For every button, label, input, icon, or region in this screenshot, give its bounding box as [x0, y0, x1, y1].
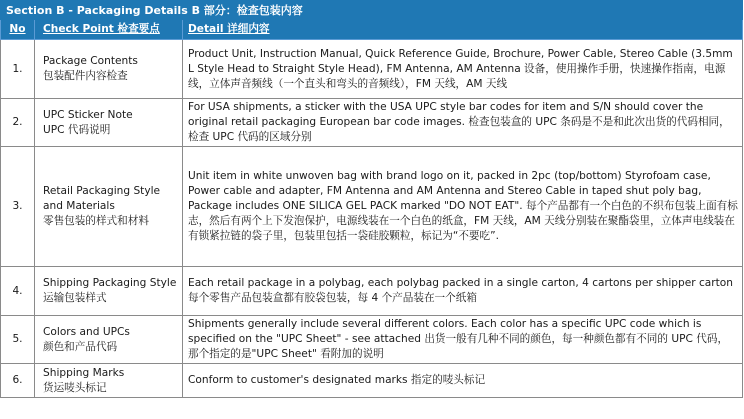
row-number: 4. — [1, 267, 35, 316]
header-check-point-label: Check Point 检查要点 — [43, 23, 160, 35]
header-no — [1, 20, 35, 40]
header-detail — [183, 20, 743, 40]
row-detail: For USA shipments, a sticker with the USA UPC style bar codes for item and S/N should cover the original retail packaging European bar code images. 检查包装盒的 UPC 条码是不是和此次出货的代码相同，检查 UPC 代码的区域分别 — [183, 99, 743, 147]
section-title: Section B - Packaging Details B 部分：检查包装内容 — [1, 1, 743, 20]
row-check-point: Shipping Marks 货运唛头标记 — [35, 364, 183, 398]
table-header-row — [1, 20, 743, 40]
row-check-point: Colors and UPCs 颜色和产品代码 — [35, 316, 183, 364]
header-check-point — [35, 20, 183, 40]
row-detail: Each retail package in a polybag, each polybag packed in a single carton, 4 cartons per shipper carton 每个零售产品包装盒都有胶袋包装，每 4 个产品装在一个纸箱 — [183, 267, 743, 316]
table-row — [1, 267, 743, 316]
table-row — [1, 40, 743, 99]
row-number: 2. — [1, 99, 35, 147]
header-detail-label: Detail 详细内容 — [188, 23, 270, 35]
row-detail: Unit item in white unwoven bag with brand logo on it, packed in 2pc (top/bottom) Styrofoam case, Power cable and adapter, FM Antenna and AM Antenna and Stereo Cable in taped shut poly bag, Package includes ONE SILICA GEL PACK marked "DO NOT EAT". 每个产品都有一个白色的不织布包装上面有标志，然后有两个上下发泡保护，电源线装在一个白色的纸盒，FM 天线，AM 天线分别装在聚酯袋里，立体声电线装在有锁紧拉链的袋子里，包装里包括一袋硅胶颗粒，标记为“不要吃”. — [183, 147, 743, 267]
row-check-point: UPC Sticker Note UPC 代码说明 — [35, 99, 183, 147]
row-number: 3. — [1, 147, 35, 267]
row-check-point: Shipping Packaging Style 运输包装样式 — [35, 267, 183, 316]
table-row — [1, 364, 743, 398]
row-number: 6. — [1, 364, 35, 398]
row-number: 1. — [1, 40, 35, 99]
row-detail: Product Unit, Instruction Manual, Quick Reference Guide, Brochure, Power Cable, Stereo Cable (3.5mm L Style Head to Straight Style Head), FM Antenna, AM Antenna 设备，使用操作手册，快速操作指南，电源线，立体声音频线（一个直头和弯头的音频线），FM 天线，AM 天线 — [183, 40, 743, 99]
table-row — [1, 316, 743, 364]
header-no-label: No — [9, 23, 26, 35]
table-row — [1, 147, 743, 267]
row-number: 5. — [1, 316, 35, 364]
section-title-row — [1, 1, 743, 20]
row-check-point: Retail Packaging Style and Materials 零售包装的样式和材料 — [35, 147, 183, 267]
table-row — [1, 99, 743, 147]
row-detail: Conform to customer's designated marks 指定的唛头标记 — [183, 364, 743, 398]
row-check-point: Package Contents 包装配件内容检查 — [35, 40, 183, 99]
row-detail: Shipments generally include several different colors. Each color has a specific UPC code which is specified on the "UPC Sheet" - see attached 出货一般有几种不同的颜色，每一种颜色都有不同的 UPC 代码，那个指定的是"UPC Sheet" 看附加的说明 — [183, 316, 743, 364]
